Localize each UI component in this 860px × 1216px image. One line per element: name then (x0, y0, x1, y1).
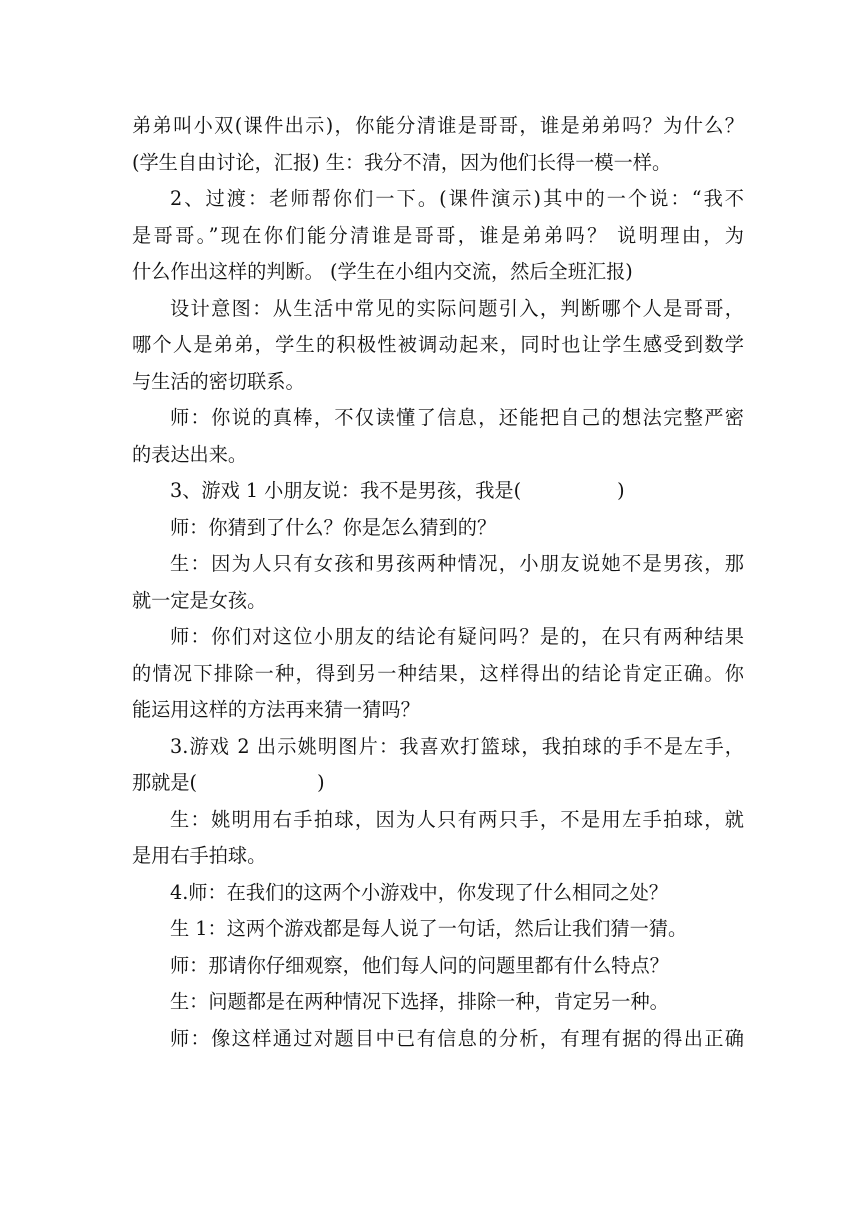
text-line-7: 哪个人是弟弟，学生的积极性被调动起来，同时也让学生感受到数学 (132, 333, 744, 356)
closing-paren: ) (317, 771, 325, 794)
document-page (132, 108, 744, 1057)
text-line-12: 师：你猜到了什么？你是怎么猜到的？ (170, 515, 497, 539)
text-line-9: 师：你说的真棒，不仅读懂了信息，还能把自己的想法完整严密 (170, 406, 744, 429)
text-line-19 (132, 765, 744, 802)
text-line-8: 与生活的密切联系。 (132, 369, 305, 393)
game-1-prompt: 3、游戏 1 小朋友说：我不是男孩，我是( (170, 479, 522, 502)
text-line-25: 生：问题都是在两种情况下选择，排除一种，肯定另一种。 (170, 990, 669, 1013)
text-line-4: 是哥哥。”现在你们能分清谁是哥哥，谁是弟弟吗？ 说明理由，为 (132, 223, 744, 247)
text-line-26: 师：像这样通过对题目中已有信息的分析，有理有据的得出正确 (170, 1026, 744, 1050)
text-line-15: 师：你们对这位小朋友的结论有疑问吗？是的，在只有两种结果 (170, 625, 744, 648)
text-line-10: 的表达出来。 (132, 442, 248, 466)
text-line-24: 师：那请你仔细观察，他们每人问的问题里都有什么特点？ (170, 953, 669, 977)
text-line-20: 生：姚明用右手拍球，因为人只有两只手，不是用左手拍球，就 (170, 807, 744, 831)
text-line-23: 生 1：这两个游戏都是每人说了一句话，然后让我们猜一猜。 (170, 917, 688, 940)
game-2-answer-prompt: 那就是( (132, 771, 198, 794)
text-line-6: 设计意图：从生活中常见的实际问题引入，判断哪个人是哥哥， (170, 296, 744, 320)
text-line-11 (132, 473, 744, 510)
text-line-16: 的情况下排除一种，得到另一种结果，这样得出的结论肯定正确。你 (132, 661, 744, 685)
text-line-22: 4.师：在我们的这两个小游戏中，你发现了什么相同之处？ (170, 880, 668, 904)
text-line-2: (学生自由讨论，汇报) 生：我分不清，因为他们长得一模一样。 (132, 150, 672, 174)
text-line-21: 是用右手拍球。 (132, 844, 267, 867)
text-line-14: 就一定是女孩。 (132, 588, 267, 612)
text-line-5: 什么作出这样的判断。 (学生在小组内交流，然后全班汇报) (132, 260, 633, 283)
text-line-13: 生：因为人只有女孩和男孩两种情况，小朋友说她不是男孩，那 (170, 552, 744, 575)
closing-paren: ) (617, 479, 625, 502)
text-line-17: 能运用这样的方法再来猜一猜吗？ (132, 698, 420, 721)
text-line-3: 2、过渡：老师帮你们一下。(课件演示)其中的一个说：“我不 (170, 187, 744, 210)
text-line-18: 3.游戏 2 出示姚明图片：我喜欢打篮球，我拍球的手不是左手， (170, 734, 744, 758)
text-line-1: 弟弟叫小双(课件出示)，你能分清谁是哥哥，谁是弟弟吗？为什么？ (132, 114, 744, 137)
